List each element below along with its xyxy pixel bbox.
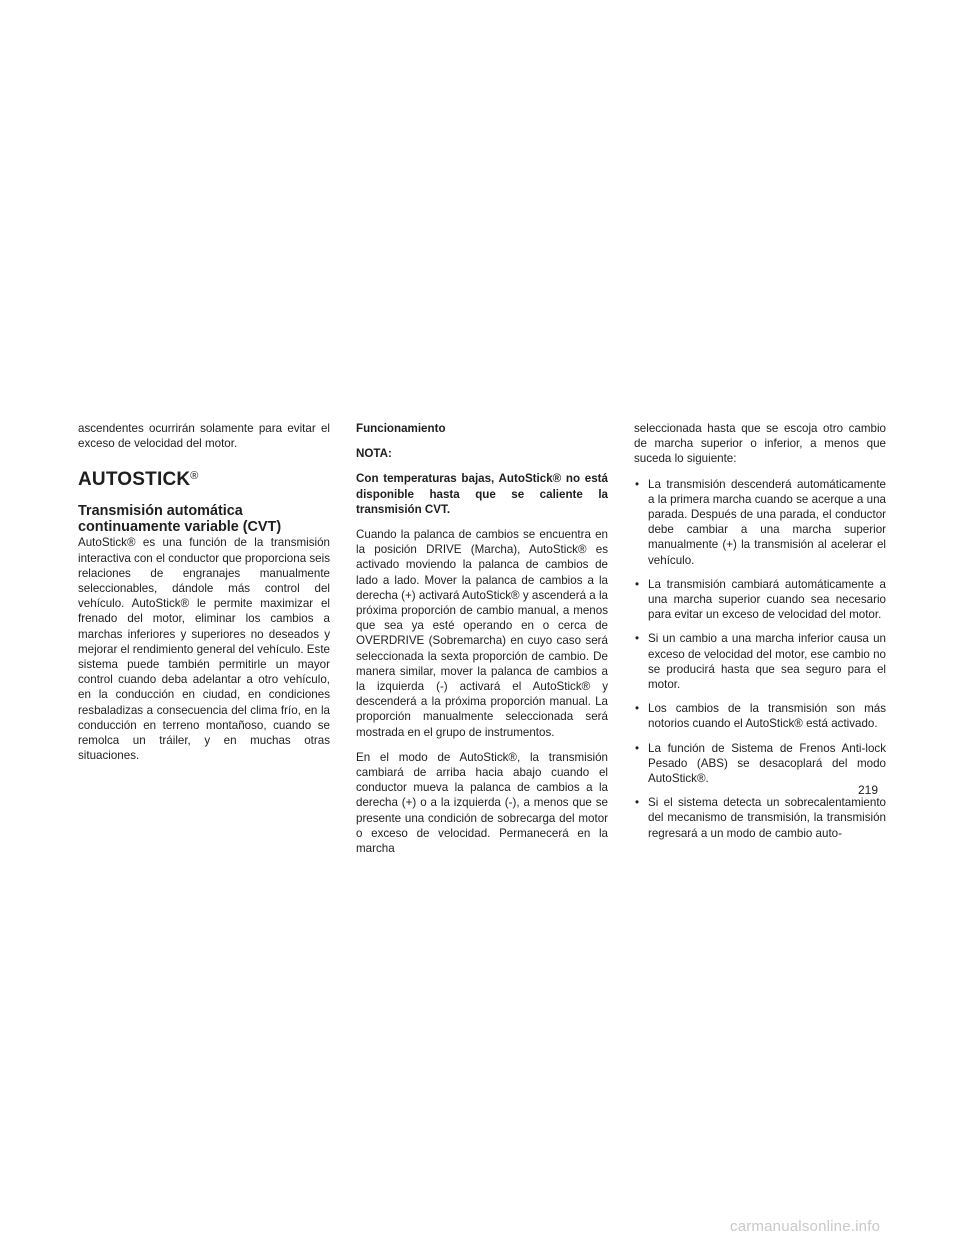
section-heading bbox=[78, 465, 330, 491]
list-item: • Los cambios de la transmisión son más notorios cuando el AutoStick® está activado. bbox=[634, 701, 886, 731]
subsection-heading: Transmisión automática continuamente variable (CVT) bbox=[78, 503, 282, 536]
intro-paragraph: ascendentes ocurrirán solamente para evitar el exceso de velocidad del motor. bbox=[78, 422, 330, 451]
registered-mark: ® bbox=[190, 470, 199, 483]
note-text: Con temperaturas bajas, AutoStick® no está disponible hasta que se caliente la transmisión CVT. bbox=[356, 472, 608, 516]
operation-paragraph-2: En el modo de AutoStick®, la transmisión cambiará de arriba hacia abajo cuando el conductor mueva la palanca de cambios a la derecha (+) o a la izquierda (-), a menos que se presente una condición de sobrecarga del motor o exceso de velocidad. Permanecerá en la marcha bbox=[356, 750, 608, 856]
list-item: • La transmisión cambiará automáticamente a una marcha superior cuando sea necesario para evitar un exceso de velocidad del motor. bbox=[634, 577, 886, 623]
list-item: • La función de Sistema de Frenos Anti-lock Pesado (ABS) se desacoplará del modo AutoStick®. bbox=[634, 741, 886, 787]
column-left bbox=[78, 421, 330, 763]
column-right bbox=[634, 421, 886, 850]
column-middle bbox=[356, 421, 608, 856]
autostick-description: AutoStick® es una función de la transmisión interactiva con el conductor que proporciona seis relaciones de engranajes manualmente seleccionables, dándole más control del vehículo. AutoStick® le permite maximizar el frenado del motor, eliminar los cambios a marchas inferiores y superiores no deseados y mejorar el rendimiento general del vehículo. Este sistema puede también permitirle un mayor control cuando deba adelantar a otro vehículo, en la conducción en ciudad, en condiciones resbaladizas a consecuencia del clima frío, en la conducción en terreno montañoso, cuando se remolca un tráiler, y en muchas otras situaciones. bbox=[78, 536, 330, 763]
watermark: carmanualsonline.info bbox=[730, 1218, 881, 1235]
operation-paragraph-1: Cuando la palanca de cambios se encuentra en la posición DRIVE (Marcha), AutoStick® es activado moviendo la palanca de cambios de lado a lado. Mover la palanca de cambios a la derecha (+) activará AutoStick® y ascenderá a la próxima proporción de cambio manual, a menos que sea ya esté operando en o cerca de OVERDRIVE (Sobremarcha) en cuyo caso será seleccionada la sexta proporción de cambio. De manera similar, mover la palanca de cambios a la izquierda (-) activará el AutoStick® y descenderá a la próxima proporción manual. La proporción manualmente seleccionada será mostrada en el grupo de instrumentos. bbox=[356, 528, 608, 739]
note-label: NOTA: bbox=[356, 447, 392, 461]
operation-label: Funcionamiento bbox=[356, 422, 446, 435]
continuation-paragraph: seleccionada hasta que se escoja otro cambio de marcha superior o inferior, a menos que suceda lo siguiente: bbox=[634, 422, 886, 466]
list-item: • Si un cambio a una marcha inferior causa un exceso de velocidad del motor, ese cambio no se producirá hasta que sea seguro para el motor. bbox=[634, 631, 886, 692]
section-heading-text: AUTOSTICK bbox=[78, 469, 191, 491]
list-item: • La transmisión descenderá automáticamente a la primera marcha cuando se acerque a una parada. Después de una parada, el conductor debe cambiar a una marcha superior manualmente (+) la transmisión al acelerar el vehículo. bbox=[634, 477, 886, 568]
list-item: • Si el sistema detecta un sobrecalentamiento del mecanismo de transmisión, la transmisión regresará a un modo de cambio auto- bbox=[634, 795, 886, 841]
page-number: 219 bbox=[858, 783, 879, 797]
conditions-list bbox=[634, 477, 886, 841]
